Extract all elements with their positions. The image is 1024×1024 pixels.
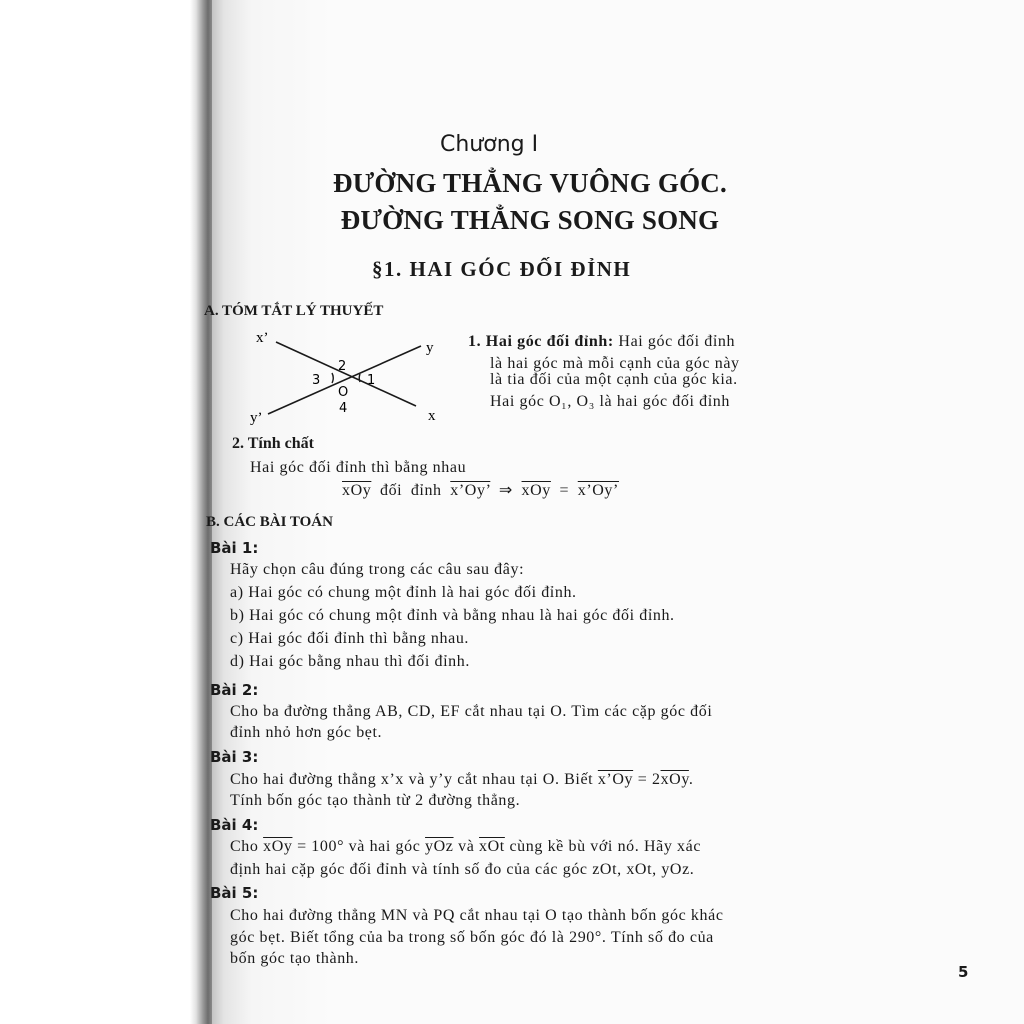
bai1-option-c: c) Hai góc đối đỉnh thì bằng nhau.	[230, 630, 470, 647]
theory-heading: A. TÓM TẮT LÝ THUYẾT	[204, 303, 384, 319]
bai5-line3: bốn góc tạo thành.	[230, 950, 359, 967]
bai5-label: Bài 5:	[210, 884, 259, 902]
definition-text1: Hai góc đối đỉnh	[618, 333, 736, 350]
chapter-title-line2: ĐƯỜNG THẲNG SONG SONG	[340, 205, 720, 235]
bai2-line1: Cho ba đường thẳng AB, CD, EF cắt nhau tại O. Tìm các cặp góc đối	[230, 703, 713, 720]
label-x: x	[428, 408, 436, 424]
bai1-label: Bài 1:	[210, 539, 259, 557]
formula-angle-2: x’Oy’	[450, 482, 491, 499]
bai4-text-a: Cho	[230, 838, 259, 855]
bai1-intro: Hãy chọn câu đúng trong các câu sau đây:	[230, 561, 525, 578]
label-angle-3: 3	[312, 373, 321, 388]
angle-arc-3	[332, 373, 333, 383]
label-angle-1: 1	[367, 373, 376, 388]
definition-line1	[468, 331, 735, 353]
chapter-label: Chương I	[440, 132, 539, 157]
bai4-angle-1: $\overline{xOy}$	[263, 838, 293, 855]
vertical-angles-figure	[246, 326, 456, 426]
problems-heading: B. CÁC BÀI TOÁN	[206, 514, 333, 530]
formula-implies: ⇒	[498, 482, 513, 499]
definition-line4: Hai góc O₁, O₃ là hai góc đối đỉnh	[490, 393, 730, 410]
label-o: O	[338, 385, 349, 400]
bai3-eq: = 2	[637, 771, 661, 788]
bai3-end: .	[688, 771, 694, 788]
book-spine-shadow	[0, 0, 212, 1024]
bai5-line1: Cho hai đường thẳng MN và PQ cắt nhau tại O tạo thành bốn góc khác	[230, 907, 724, 924]
definition-line3: là tia đối của một cạnh của góc kia.	[490, 371, 738, 388]
bai3-line2: Tính bốn góc tạo thành từ 2 đường thẳng.	[230, 792, 521, 809]
bai4-angle-3: $\overline{xOt}$	[479, 838, 505, 855]
label-angle-4: 4	[339, 401, 348, 416]
bai4-line2: định hai cặp góc đối đỉnh và tính số đo của các góc zOt, xOt, yOz.	[230, 861, 695, 878]
bai1-option-a: a) Hai góc có chung một đỉnh là hai góc đối đỉnh.	[230, 584, 577, 601]
bai4-text-b: = 100° và hai góc	[297, 838, 421, 855]
bai3-angle-2: $\overline{xOy}$	[660, 771, 689, 788]
definition-line2: là hai góc mà mỗi cạnh của góc này	[490, 355, 740, 372]
chapter-title-line1: ĐƯỜNG THẲNG VUÔNG GÓC.	[333, 168, 727, 198]
formula-angle-1: $\overline{xOy}$	[342, 482, 372, 499]
bai4-label: Bài 4:	[210, 816, 259, 834]
bai3-angle-1: x’Oy	[597, 771, 634, 788]
bai1-option-d: d) Hai góc bằng nhau thì đối đỉnh.	[230, 653, 470, 670]
bai3-line1-text: Cho hai đường thẳng x’x và y’y cắt nhau tại O. Biết	[230, 771, 594, 788]
bai4-text-d: cùng kề bù với nó. Hãy xác	[509, 838, 702, 855]
property-formula	[342, 480, 619, 500]
bai4-angle-2: $\overline{yOz}$	[425, 838, 454, 855]
formula-mid: đối đỉnh	[379, 482, 442, 499]
bai1-option-b: b) Hai góc có chung một đỉnh và bằng nhau là hai góc đối đỉnh.	[230, 607, 675, 624]
label-x-prime: x’	[256, 330, 269, 346]
bai5-line2: góc bẹt. Biết tổng của ba trong số bốn góc đó là 290°. Tính số đo của	[230, 929, 714, 946]
property-title: 2. Tính chất	[232, 435, 314, 452]
section-title: §1. HAI GÓC ĐỐI ĐỈNH	[372, 257, 632, 281]
bai4-line1	[230, 838, 701, 856]
formula-angle-3: $\overline{xOy}$	[521, 482, 551, 499]
bai4-text-c: và	[458, 838, 475, 855]
property-line1: Hai góc đối đỉnh thì bằng nhau	[250, 459, 467, 476]
angle-arc-1	[359, 374, 360, 382]
label-angle-2: 2	[338, 359, 347, 374]
page-number: 5	[958, 963, 969, 981]
definition-title: 1. Hai góc đối đỉnh:	[468, 333, 614, 350]
formula-angle-4: x’Oy’	[577, 482, 619, 499]
label-y-prime: y’	[250, 410, 263, 426]
formula-equals: =	[559, 482, 570, 499]
bai2-label: Bài 2:	[210, 681, 259, 699]
bai2-line2: đỉnh nhỏ hơn góc bẹt.	[230, 724, 383, 741]
bai3-line1	[230, 771, 694, 789]
label-y: y	[426, 340, 434, 356]
bai3-label: Bài 3:	[210, 748, 259, 766]
